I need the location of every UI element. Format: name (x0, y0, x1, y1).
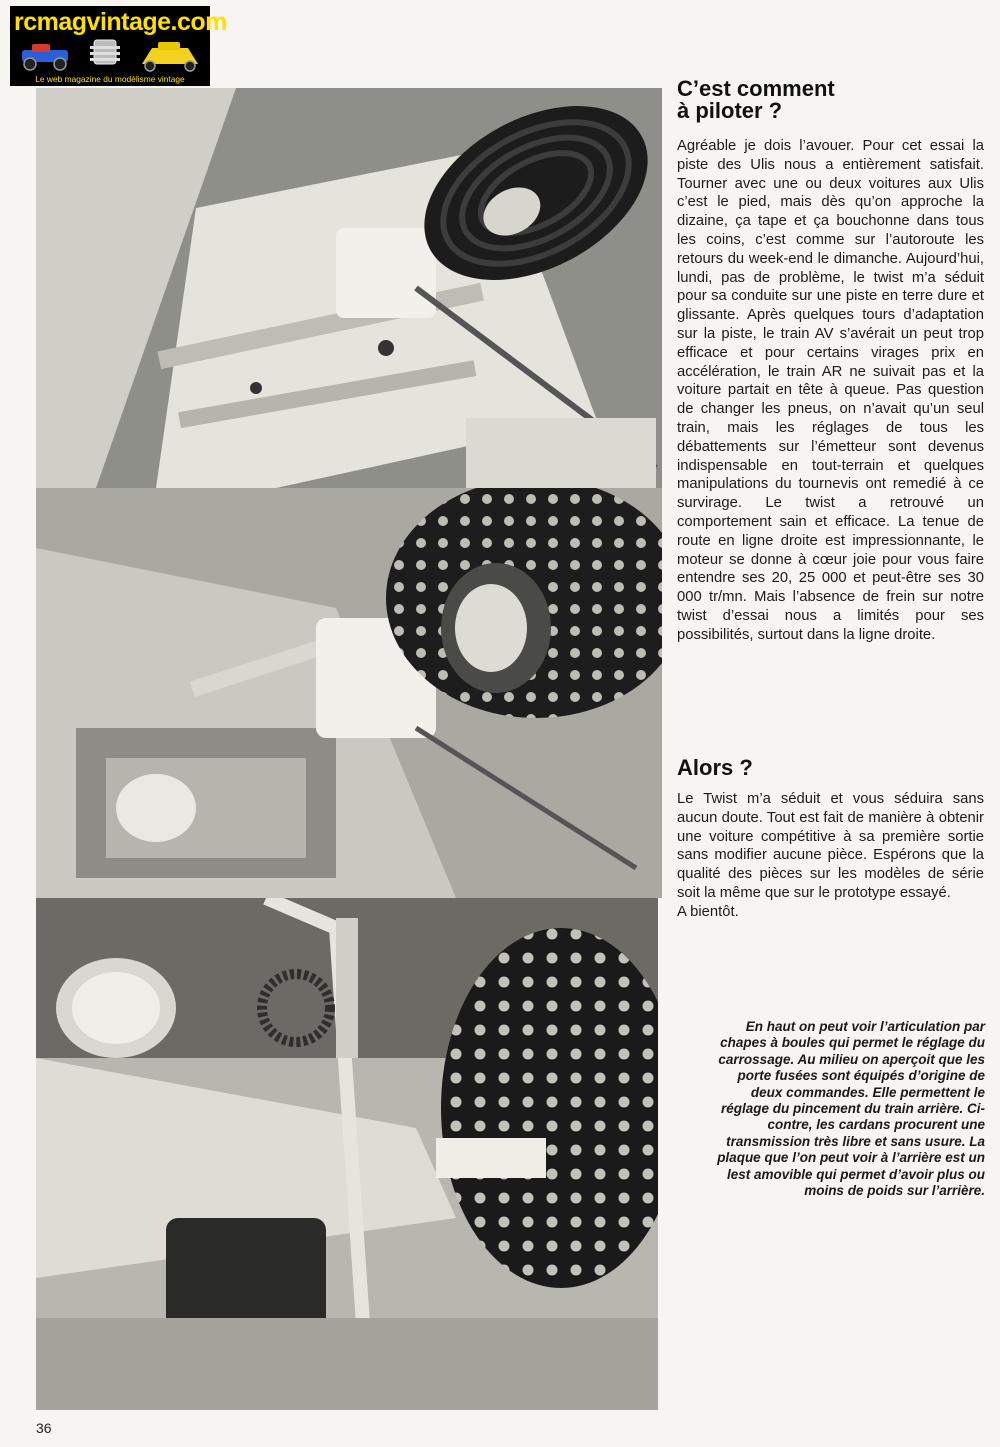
heading-line-2: à piloter ? (677, 98, 783, 123)
logo-tagline: Le web magazine du modélisme vintage (35, 74, 185, 84)
photo-caption: En haut on peut voir l’articulation par chapes à boules qui permet le réglage du carrossage. Au milieu on aperçoit que les porte fusées sont équipés d’origine de deux commandes. Elle permettent le réglage du pincement du train arrière. Ci-contre, les cardans procurent une transmission très libre et sans usure. La plaque que l’on peut voir à l’arrière est un lest amovible qui permet d’avoir plus ou moins de poids sur l’arrière. (717, 1019, 985, 1199)
section-heading-piloting (677, 78, 984, 122)
steering-hub-photo (36, 488, 662, 898)
conclusion-block (677, 790, 984, 922)
site-logo[interactable] (10, 6, 227, 86)
front-suspension-photo (36, 88, 662, 488)
piloting-paragraph: Agréable je dois l’avouer. Pour cet essai la piste des Ulis nous a entièrement satisfait. Tourner avec une ou deux voitures aux Ulis c’est le pied, mais dès qu’on approche la dizaine, ça tape et ça bouchonne dans tous les coins, c’est comme sur l’autoroute les retours du week-end le dimanche. Aujourd’hui, lundi, pas de problème, le twist m’a séduit pour sa conduite sur une piste en terre dure et glissante. Après quelques tours d’adaptation sur la piste, le train AV s’avérait un peut trop efficace et pour certains virages prix en accélération, le train AR ne suivait pas et la voiture partait en tête à queue. Pas question de changer les pneus, on n’avait qu’un seul train, mais les réglages de tous les débattements sur l’émetteur sont devenus indispensable en tout-terrain et quelques manipulations du tournevis ont remedié à ce survirage. Le twist a retrouvé un comportement sain et efficace. La tenue de route en ligne droite est impressionnante, le moteur se donne à cœur joie pour vous faire entendre ses 20, 25 000 et peut-être ses 30 000 tr/mn. Mais l’absence de frein sur notre twist d’essai nous a limités pour ses possibilités, surtout dans la ligne droite. (677, 138, 984, 643)
rear-drivetrain-photo (36, 898, 658, 1410)
logo-cars-icon (18, 36, 202, 72)
section-heading-alors: Alors ? (677, 755, 753, 780)
logo-site-name: rcmagvintage.com (14, 8, 227, 36)
conclusion-paragraph: Le Twist m’a séduit et vous séduira sans aucun doute. Tout est fait de manière à obtenir une voiture compétitive à sa première sortie sans modifier aucune pièce. Espérons que la qualité des pièces sur les modèles de série soit la même que sur le prototype essayé. (677, 791, 984, 901)
signoff: A bientôt. (677, 903, 739, 920)
heading-line-1: C’est comment (677, 76, 835, 101)
page-number: 36 (36, 1420, 52, 1436)
